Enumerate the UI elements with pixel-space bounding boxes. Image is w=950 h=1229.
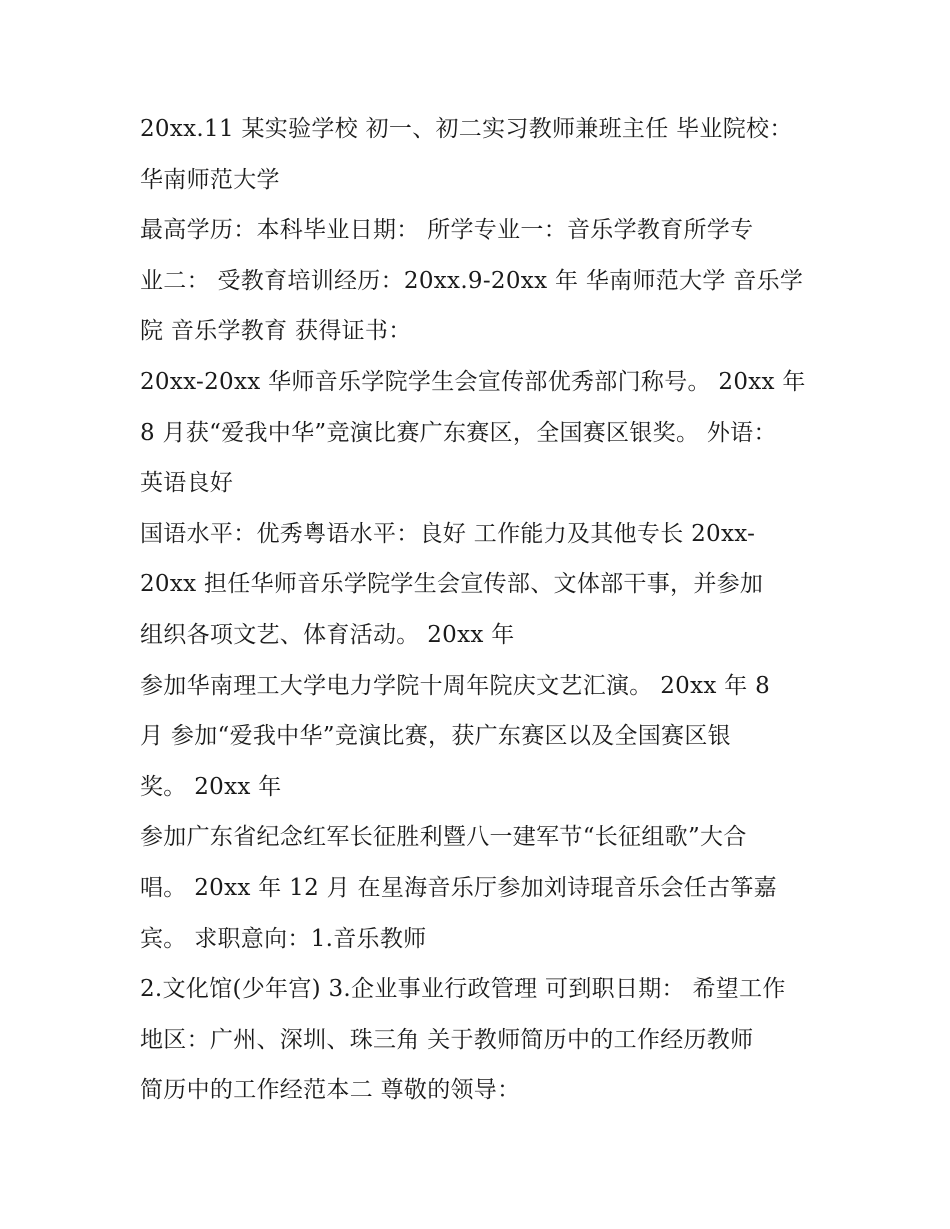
text-line: 业二： 受教育培训经历：20xx.9-20xx 年 华南师范大学 音乐学 [140,267,804,294]
text-line: 参加华南理工大学电力学院十周年院庆文艺汇演。 20xx 年 8 [140,672,771,699]
text-line: 奖。 20xx 年 [140,773,282,800]
text-line: 20xx.11 某实验学校 初一、初二实习教师兼班主任 毕业院校： [140,116,793,142]
text-line: 简历中的工作经范本二 尊敬的领导： [140,1077,521,1104]
text-line: 院 音乐学教育 获得证书： [140,318,412,345]
text-line: 月 参加“爱我中华”竞演比赛，获广东赛区以及全国赛区银 [140,723,731,750]
text-line: 8 月获“爱我中华”竞演比赛广东赛区，全国赛区银奖。 外语： [140,419,777,446]
document-body [140,104,830,1116]
text-line: 宾。 求职意向：1.音乐教师 [140,925,427,952]
text-line: 英语良好 [140,470,234,497]
text-line: 2.文化馆(少年宫) 3.企业事业行政管理 可到职日期： 希望工作 [140,976,786,1003]
text-line: 国语水平：优秀粤语水平：良好 工作能力及其他专长 20xx- [140,520,756,547]
text-line: 华南师范大学 [140,166,280,193]
text-line: 20xx-20xx 华师音乐学院学生会宣传部优秀部门称号。 20xx 年 [140,368,806,395]
text-line: 组织各项文艺、体育活动。 20xx 年 [140,621,515,648]
text-line: 唱。 20xx 年 12 月 在星海音乐厅参加刘诗琨音乐会任古筝嘉 [140,874,777,901]
text-line: 参加广东省纪念红军长征胜利暨八一建军节“长征组歌”大合 [140,824,747,851]
text-line: 20xx 担任华师音乐学院学生会宣传部、文体部干事，并参加 [140,571,764,598]
text-line: 地区：广州、深圳、珠三角 关于教师简历中的工作经历教师 [140,1026,754,1053]
text-line: 最高学历：本科毕业日期： 所学专业一：音乐学教育所学专 [140,217,754,244]
